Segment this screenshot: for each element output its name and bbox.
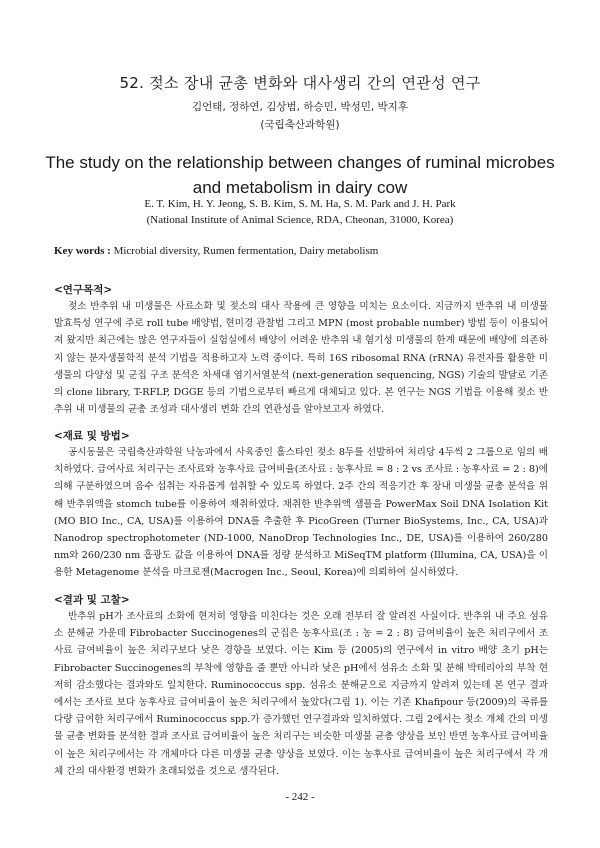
korean-authors: 김언태, 정하연, 김상범, 하승민, 박성민, 박지후 [192,101,408,113]
results-body: 반추위 pH가 조사료의 소화에 현저히 영향을 미친다는 것은 오래 전부터 잘 알려진 사실이다. 반추위 내 주요 섬유소 분해균 가운데 Fibrobacter Succinogenes의 군집은 농후사료(조 : 농 = 2 : 8) 급여비율이 높은 처리구에서 조사료 급여비율이 높은 처리구보다 낮은 경향을 보였다. 이는 Kim 등 (2005)의 연구에서 in vitro 배양 초기 pH는 Fibrobacter Succinogenes의 부착에 영향을 줄 뿐만 아니라 낮은 pH에서 섬유소 소화 및 분해 박테리아의 부착 현저히 감소했다는 결과와도 일치한다. Ruminococcus spp. 섬유소 분해균으로 지금까지 알려져 있는데 본 연구 결과에서는 조사료 보다 농후사료 급여비율이 높은 처리구에서 높았다(그림 1). 이는 기존 Khafipour 등(2009)의 곡류를 다량 급여한 처리구에서 Ruminococcus spp.가 증가했던 연구결과와 일치하였다. 그림 2에서는 젖소 개체 간의 미생물 균총 변화를 분석한 결과 조사료 급여비율이 높은 처리구는 비슷한 미생물 균총 양상을 보인 반면 농후사료 급여비율이 높은 처리구에서는 각 개체마다 다른 미생물 균총 양상을 보였다. 이는 농후사료 급여비율이 높은 처리구에서 각 개체 간의 대사환경 변화가 초래되었을 것으로 생각된다. [54,611,548,777]
english-title: The study on the relationship between changes of ruminal microbes and metabolism in dairy cow [45,153,555,197]
results-heading: <결과 및 고찰> [54,594,130,606]
objective-body: 젖소 반추위 내 미생물은 사료소화 및 젖소의 대사 작용에 큰 영향을 미치는 요소이다. 지금까지 반추위 내 미생물 발효특성 연구에 주로 roll tube 배양법, 현미경 관찰법 그리고 MPN (most probable number) 방법 등이 이용되어져 왔지만 최근에는 많은 연구자들이 실험실에서 배양이 어려운 반추위 내 혐기성 미생물의 한계 때문에 배양에 의존하지 않는 분자생물학적 분석 기법을 적용하고자 노력 중이다. 특히 16S ribosomal RNA (rRNA) 유전자를 활용한 미생물의 다양성 및 군집 구조 분석은 차세대 염기서열분석 (next-generation sequencing, NGS) 기술의 발달로 기존의 clone library, T-RFLP, DGGE 등의 기법으로부터 빠르게 대체되고 있다. 본 연구는 NGS 기법을 이용해 젖소 반추위 내 미생물의 균총 조성과 대사생리 변화 간의 연관성을 알아보고자 하였다. [54,301,548,416]
methods-body: 공시동물은 국립축산과학원 낙농과에서 사육중인 홀스타인 젖소 8두를 선발하여 처리당 4두씩 2 그룹으로 임의 배치하였다. 급여사료 처리구는 조사료와 농후사료 급여비율(조사료 : 농후사료 = 8 : 2 vs 조사료 : 농후사료 = 2 : 8)에 의해 구분하였으며 음수 섭취는 자유롭게 섭취할 수 있도록 하였다. 2주 간의 적응기간 후 장내 미생물 균총 분석을 위해 반추위액을 stomch tube를 이용하여 채취하였다. 채취한 반추위액 샘플을 PowerMax Soil DNA Isolation Kit (MO BIO Inc., CA, USA)를 이용하여 DNA를 추출한 후 PicoGreen (Turner BioSystems, Inc., CA, USA)과 Nanodrop spectrophotometer (ND-1000, NanoDrop Technologies Inc., DE, USA)를 이용하여 260/280 nm와 260/230 nm 흡광도 값을 이용하여 DNA를 정량 분석하고 MiSeqTM platform (Illumina, CA, USA)을 이용한 Metagenome 분석을 마크로젠(Macrogen Inc., Seoul, Korea)에 의뢰하여 실시하였다. [54,447,548,579]
english-affiliation: (National Institute of Animal Science, RDA, Cheonan, 31000, Korea) [146,214,454,226]
methods-heading: <재료 및 방법> [54,430,130,442]
keywords-label: Key words : [54,245,111,257]
keywords-line [54,245,554,257]
page-number: - 242 - [285,791,315,803]
korean-title: 52. 젖소 장내 균총 변화와 대사생리 간의 연관성 연구 [119,74,481,92]
english-authors: E. T. Kim, H. Y. Jeong, S. B. Kim, S. M. Ha, S. M. Park and J. H. Park [144,198,456,210]
keywords-text: Microbial diversity, Rumen fermentation, Dairy metabolism [110,245,379,257]
objective-heading: <연구목적> [54,284,113,296]
korean-affiliation: (국립축산과학원) [260,119,340,131]
